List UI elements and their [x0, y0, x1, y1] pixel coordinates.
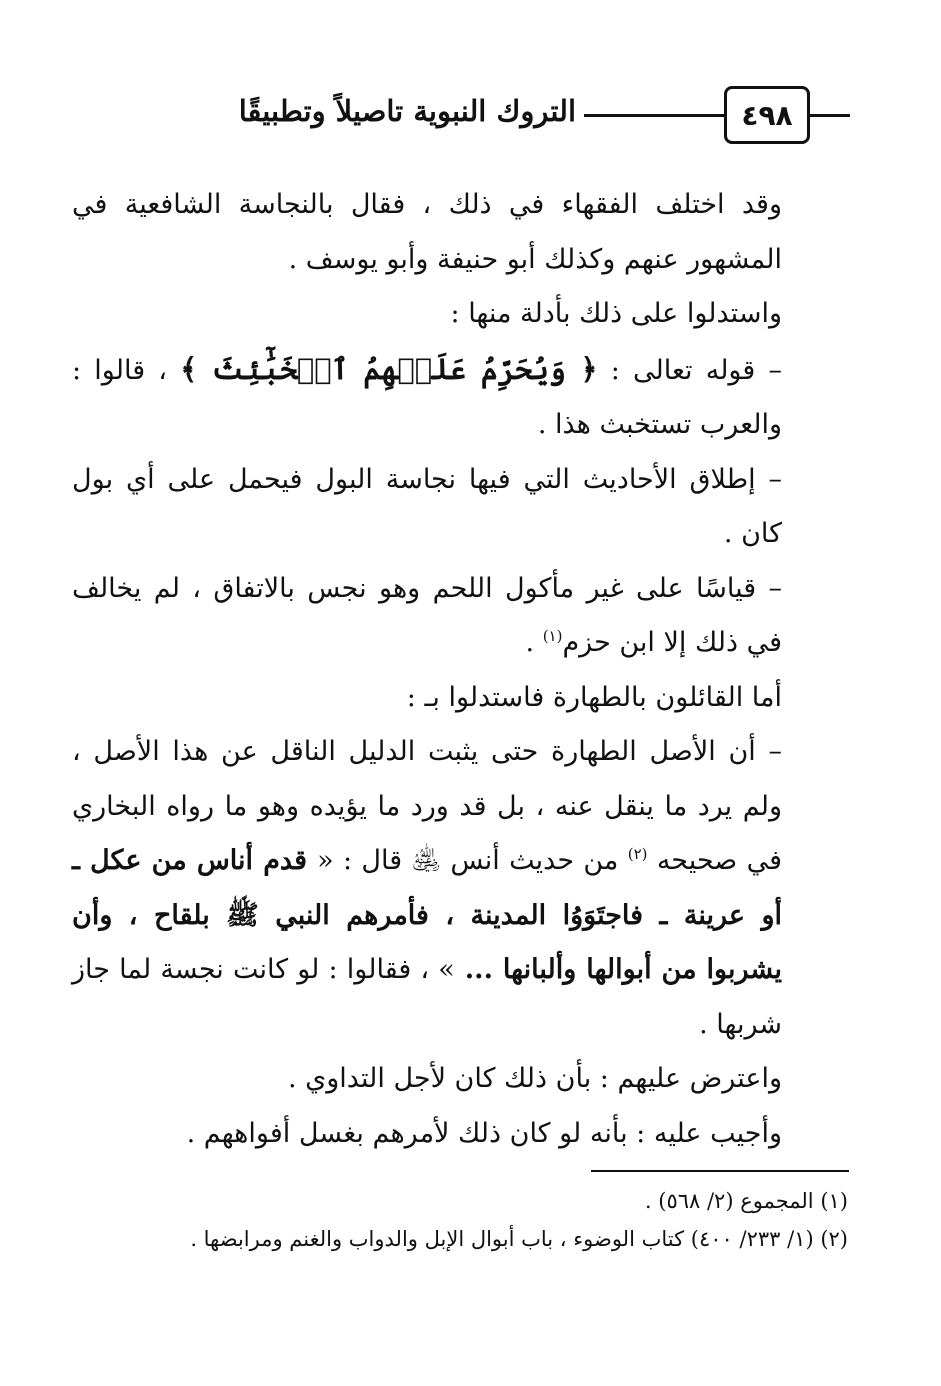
- paragraph-8: واعترض عليهم : بأن ذلك كان لأجل التداوي .: [287, 1063, 782, 1094]
- hadith-quote: قدم أناس من عكل ـ أو عرينة ـ فاجتَوَوُا المدينة ، فأمرهم النبي ﷺ بلقاح ، وأن يشربوا من أبوالها وألبانها ...: [72, 845, 782, 985]
- footnote-ref-1[interactable]: (١): [542, 627, 563, 645]
- paragraph-2: واستدلوا على ذلك بأدلة منها :: [450, 298, 782, 329]
- header-rule-middle: [584, 114, 724, 117]
- footnote-ref-2[interactable]: (٢): [627, 845, 648, 863]
- footnote-1: (١) المجموع (٢/ ٥٦٨) .: [644, 1189, 848, 1213]
- paragraph-3-rest: ، قالوا : والعرب تستخبث هذا .: [72, 354, 782, 440]
- paragraph-7: [72, 725, 848, 1052]
- paragraph-3-intro: – قوله تعالى :: [610, 354, 782, 386]
- header-rule-right: [810, 114, 850, 117]
- paragraph-9: وأجيب عليه : بأنه لو كان ذلك لأمرهم بغسل أفواههم .: [186, 1117, 782, 1149]
- paragraph-1: وقد اختلف الفقهاء في ذلك ، فقال بالنجاسة الشافعية في المشهور عنهم وكذلك أبو حنيفة وأبو يوسف .: [72, 189, 782, 275]
- page-number: ٤٩٨: [724, 86, 810, 144]
- paragraph-5: [72, 562, 848, 671]
- paragraph-5-end: .: [525, 627, 543, 658]
- paragraph-3: [72, 342, 848, 453]
- paragraph-7-end: » ، فقالوا : لو كانت نجسة لما جاز شربها .: [72, 954, 782, 1040]
- footnotes: [72, 1182, 848, 1258]
- paragraph-7-text: – أن الأصل الطهارة حتى يثبت الدليل الناقل عن هذا الأصل ، ولم يرد ما ينقل عنه ، بل قد ورد ما يؤيده وهو ما رواه البخاري في صحيحه: [72, 736, 782, 876]
- footnote-separator: [591, 1170, 849, 1172]
- paragraph-5-text: – قياسًا على غير مأكول اللحم وهو نجس بالاتفاق ، لم يخالف في ذلك إلا ابن حزم: [72, 572, 782, 658]
- paragraph-6: أما القائلون بالطهارة فاستدلوا بـ :: [406, 681, 782, 713]
- quran-verse: ﴿ وَيُحَرِّمُ عَلَيۡهِمُ ٱلۡخَبَٰٓئِثَ ﴾: [180, 351, 598, 386]
- paragraph-4: – إطلاق الأحاديث التي فيها نجاسة البول فيحمل على أي بول كان .: [72, 463, 782, 549]
- book-title: التروك النبوية تاصيلاً وتطبيقًا: [238, 94, 576, 128]
- page-header: [60, 78, 850, 158]
- footnote-2: (٢) (١/ ٢٣٣/ ٤٠٠) كتاب الوضوء ، باب أبوال الإبل والدواب والغنم ومرابضها .: [190, 1227, 848, 1251]
- main-text: [72, 178, 848, 1161]
- paragraph-7-cont: من حديث أنس ﵁ قال : «: [317, 845, 628, 876]
